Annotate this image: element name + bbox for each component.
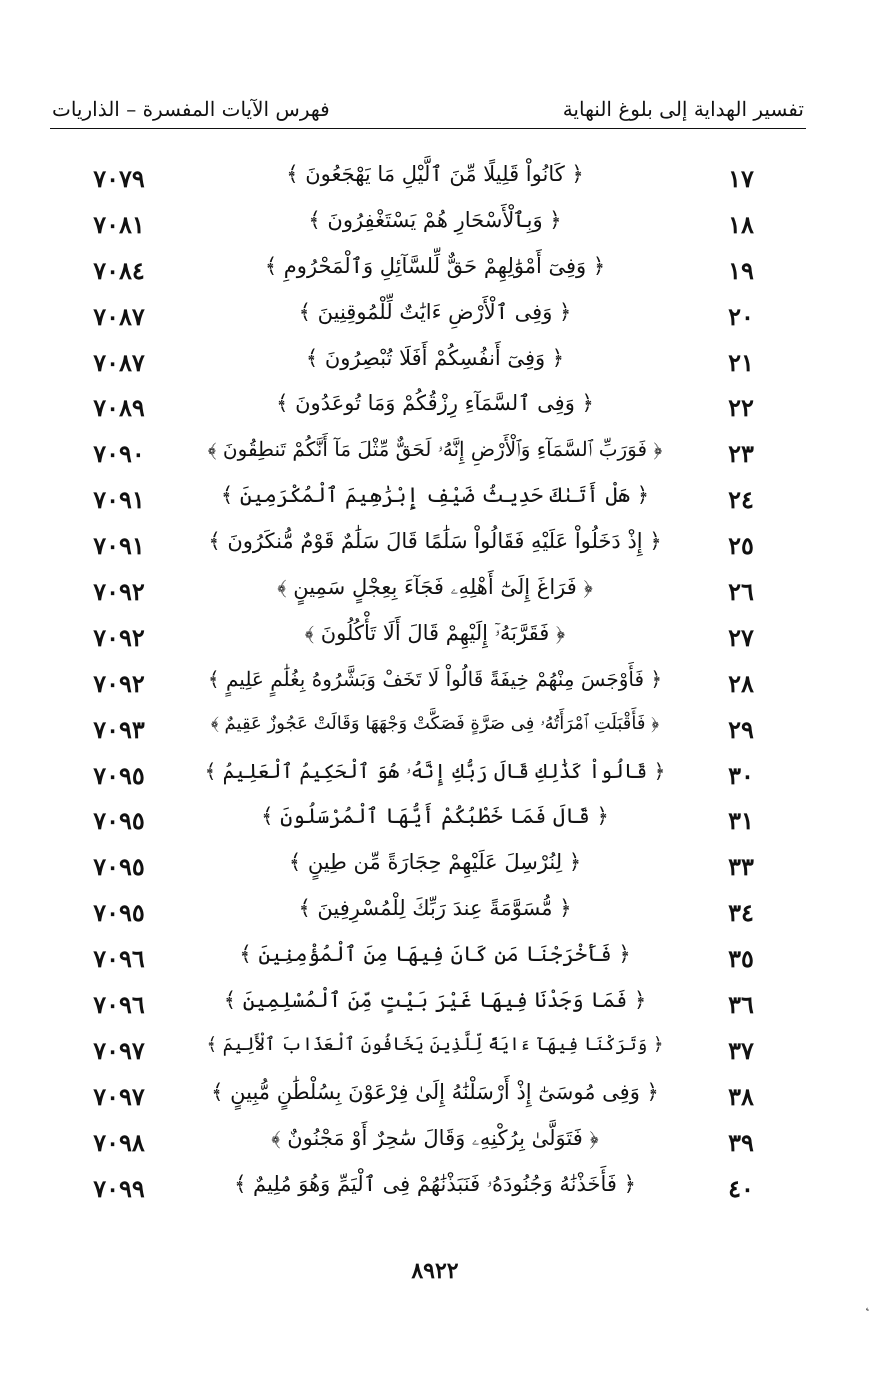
verse-text: ﴿ وَبِٱلْأَسْحَارِ هُمْ يَسْتَغْفِرُونَ ﴾ xyxy=(308,207,562,232)
page-reference: ٧٠٩٩ xyxy=(93,1173,145,1203)
verse-number: ٣٥ xyxy=(728,944,754,974)
table-row xyxy=(0,709,873,755)
verse-number: ٣٩ xyxy=(728,1127,754,1157)
table-row xyxy=(0,296,873,342)
page-reference: ٧٠٩٨ xyxy=(93,1127,145,1157)
table-row xyxy=(0,938,873,984)
page-reference: ٧٠٩٧ xyxy=(93,1081,145,1111)
verse-index-table xyxy=(0,158,873,1213)
table-row xyxy=(0,663,873,709)
table-row xyxy=(0,342,873,388)
page-reference: ٧٠٩٥ xyxy=(93,806,145,836)
table-row xyxy=(0,525,873,571)
page-reference: ٧٠٩٣ xyxy=(93,714,145,744)
page-reference: ٧٠٩٦ xyxy=(93,944,145,974)
verse-number: ٣٣ xyxy=(728,852,754,882)
table-row xyxy=(0,571,873,617)
verse-text: ﴿ وَفِىٓ أَنفُسِكُمْ أَفَلَا تُبْصِرُونَ ﴾ xyxy=(305,345,565,370)
page-reference: ٧٠٨٩ xyxy=(93,393,145,423)
page-reference: ٧٠٨٧ xyxy=(93,347,145,377)
table-row xyxy=(0,617,873,663)
table-row xyxy=(0,250,873,296)
table-row xyxy=(0,479,873,525)
verse-text: ﴿ قَالَ فَمَا خَطْبُكُمْ أَيُّهَا ٱلْمُرْسَلُونَ ﴾ xyxy=(261,804,609,829)
verse-text: ﴿ فَمَا وَجَدْنَا فِيهَا غَيْرَ بَيْتٍ مِّنَ ٱلْمُسْلِمِينَ ﴾ xyxy=(223,988,647,1013)
page-reference: ٧٠٩١ xyxy=(93,485,145,515)
verse-text: ﴿ وَفِىٓ أَمْوَٰلِهِمْ حَقٌّ لِّلسَّآئِلِ وَٱلْمَحْرُومِ ﴾ xyxy=(264,253,606,278)
page-reference: ٧٠٩٥ xyxy=(93,852,145,882)
verse-text: ﴿ فَأَقْبَلَتِ ٱمْرَأَتُهُۥ فِى صَرَّةٍ فَصَكَّتْ وَجْهَهَا وَقَالَتْ عَجُوزٌ عَقِيمٌ ﴾ xyxy=(210,712,660,734)
verse-number: ٣٧ xyxy=(728,1035,754,1065)
page-reference: ٧٠٩٠ xyxy=(93,439,145,469)
table-row xyxy=(0,158,873,204)
table-row xyxy=(0,1030,873,1076)
table-row xyxy=(0,846,873,892)
book-title: تفسير الهداية إلى بلوغ النهاية xyxy=(562,97,804,121)
verse-number: ٢٣ xyxy=(728,439,754,469)
verse-number: ٢٦ xyxy=(728,577,754,607)
verse-text: ﴿ وَفِى مُوسَىٰٓ إِذْ أَرْسَلْنَٰهُ إِلَىٰ فِرْعَوْنَ بِسُلْطَٰنٍ مُّبِينٍ ﴾ xyxy=(211,1079,659,1104)
table-row xyxy=(0,1076,873,1122)
page-reference: ٧٠٩٢ xyxy=(93,577,145,607)
verse-number: ١٧ xyxy=(728,164,754,193)
page-reference: ٧٠٨٤ xyxy=(93,255,145,285)
table-row xyxy=(0,800,873,846)
page-reference: ٧٠٩٢ xyxy=(93,622,145,652)
verse-text: ﴿ قَالُواْ كَذَٰلِكِ قَالَ رَبُّكِ إِنَّهُۥ هُوَ ٱلْحَكِيمُ ٱلْعَلِيمُ ﴾ xyxy=(204,758,666,783)
verse-text: ﴿ وَفِى ٱلْأَرْضِ ءَايَٰتٌ لِّلْمُوقِنِينَ ﴾ xyxy=(298,299,572,324)
verse-text: ﴿ فَأَوْجَسَ مِنْهُمْ خِيفَةً قَالُواْ لَا تَخَفْ وَبَشَّرُوهُ بِغُلَٰمٍ عَلِيمٍ ﴾ xyxy=(207,666,663,691)
verse-text: ﴿ فَتَوَلَّىٰ بِرُكْنِهِۦ وَقَالَ سَٰحِرٌ أَوْ مَجْنُونٌ ﴾ xyxy=(271,1125,599,1150)
verse-text: ﴿ فَأَخْرَجْنَا مَن كَانَ فِيهَا مِنَ ٱلْمُؤْمِنِينَ ﴾ xyxy=(239,942,631,967)
page-reference: ٧٠٩٧ xyxy=(93,1035,145,1065)
table-row xyxy=(0,755,873,801)
page-reference: ٧٠٨١ xyxy=(93,209,145,239)
verse-text: ﴿ فَأَخَذْنَٰهُ وَجُنُودَهُۥ فَنَبَذْنَٰهُمْ فِى ٱلْيَمِّ وَهُوَ مُلِيمٌ ﴾ xyxy=(234,1171,636,1196)
table-row xyxy=(0,204,873,250)
verse-text: ﴿ لِنُرْسِلَ عَلَيْهِمْ حِجَارَةً مِّن طِينٍ ﴾ xyxy=(288,850,582,875)
table-row xyxy=(0,433,873,479)
verse-text: ﴿ مُّسَوَّمَةً عِندَ رَبِّكَ لِلْمُسْرِفِينَ ﴾ xyxy=(298,896,572,921)
verse-text: ﴿ فَرَاغَ إِلَىٰٓ أَهْلِهِۦ فَجَآءَ بِعِجْلٍ سَمِينٍ ﴾ xyxy=(277,575,593,600)
verse-number: ٢٠ xyxy=(728,301,754,331)
running-header xyxy=(52,92,804,126)
page-reference: ٧٠٩١ xyxy=(93,531,145,561)
page-reference: ٧٠٩٥ xyxy=(93,760,145,790)
page-reference: ٧٠٨٧ xyxy=(93,301,145,331)
verse-text: ﴿ وَفِى ٱلسَّمَآءِ رِزْقُكُمْ وَمَا تُوعَدُونَ ﴾ xyxy=(276,391,594,416)
verse-number: ٢٧ xyxy=(728,622,754,652)
verse-number: ٣٤ xyxy=(728,898,754,928)
page-reference: ٧٠٩٦ xyxy=(93,990,145,1020)
table-row xyxy=(0,1122,873,1168)
verse-text: ﴿ إِذْ دَخَلُواْ عَلَيْهِ فَقَالُواْ سَلَٰمًا قَالَ سَلَٰمٌ قَوْمٌ مُّنكَرُونَ ﴾ xyxy=(208,529,662,554)
verse-number: ٣٨ xyxy=(728,1081,754,1111)
header-rule xyxy=(50,128,806,129)
verse-number: ٢٨ xyxy=(728,668,754,698)
verse-text: ﴿ كَانُواْ قَلِيلًا مِّنَ ٱلَّيْلِ مَا يَهْجَعُونَ ﴾ xyxy=(286,162,584,186)
verse-number: ٣٠ xyxy=(728,760,754,790)
table-row xyxy=(0,387,873,433)
page-reference: ٧٠٧٩ xyxy=(93,164,145,193)
verse-number: ٢٤ xyxy=(728,485,754,515)
verse-number: ٣١ xyxy=(728,806,754,836)
verse-text: ﴿ فَوَرَبِّ ٱلسَّمَآءِ وَٱلْأَرْضِ إِنَّهُۥ لَحَقٌّ مِّثْلَ مَآ أَنَّكُمْ تَنطِقُونَ ﴾ xyxy=(207,437,663,462)
verse-number: ٢٥ xyxy=(728,531,754,561)
verse-text: ﴿ وَتَرَكْنَا فِيهَآ ءَايَةً لِّلَّذِينَ يَخَافُونَ ٱلْعَذَابَ ٱلْأَلِيمَ ﴾ xyxy=(206,1033,664,1055)
verse-text: ﴿ هَلْ أَتَىٰكَ حَدِيثُ ضَيْفِ إِبْرَٰهِيمَ ٱلْمُكْرَمِينَ ﴾ xyxy=(220,483,650,508)
verse-number: ١٩ xyxy=(728,255,754,285)
verse-text: ﴿ فَقَرَّبَهُۥٓ إِلَيْهِمْ قَالَ أَلَا تَأْكُلُونَ ﴾ xyxy=(304,620,566,645)
page-reference: ٧٠٩٢ xyxy=(93,668,145,698)
page-reference: ٧٠٩٥ xyxy=(93,898,145,928)
section-title: فهرس الآيات المفسرة – الذاريات xyxy=(52,97,330,121)
verse-number: ٢٩ xyxy=(728,714,754,744)
table-row xyxy=(0,892,873,938)
page-number: ٨٩٢٢ xyxy=(411,1258,459,1284)
verse-number: ١٨ xyxy=(728,209,754,239)
verse-number: ٤٠ xyxy=(728,1173,754,1203)
stray-mark: ˛ xyxy=(864,1296,871,1312)
table-row xyxy=(0,1168,873,1214)
verse-number: ٢١ xyxy=(728,347,754,377)
verse-number: ٣٦ xyxy=(728,990,754,1020)
table-row xyxy=(0,984,873,1030)
verse-number: ٢٢ xyxy=(728,393,754,423)
